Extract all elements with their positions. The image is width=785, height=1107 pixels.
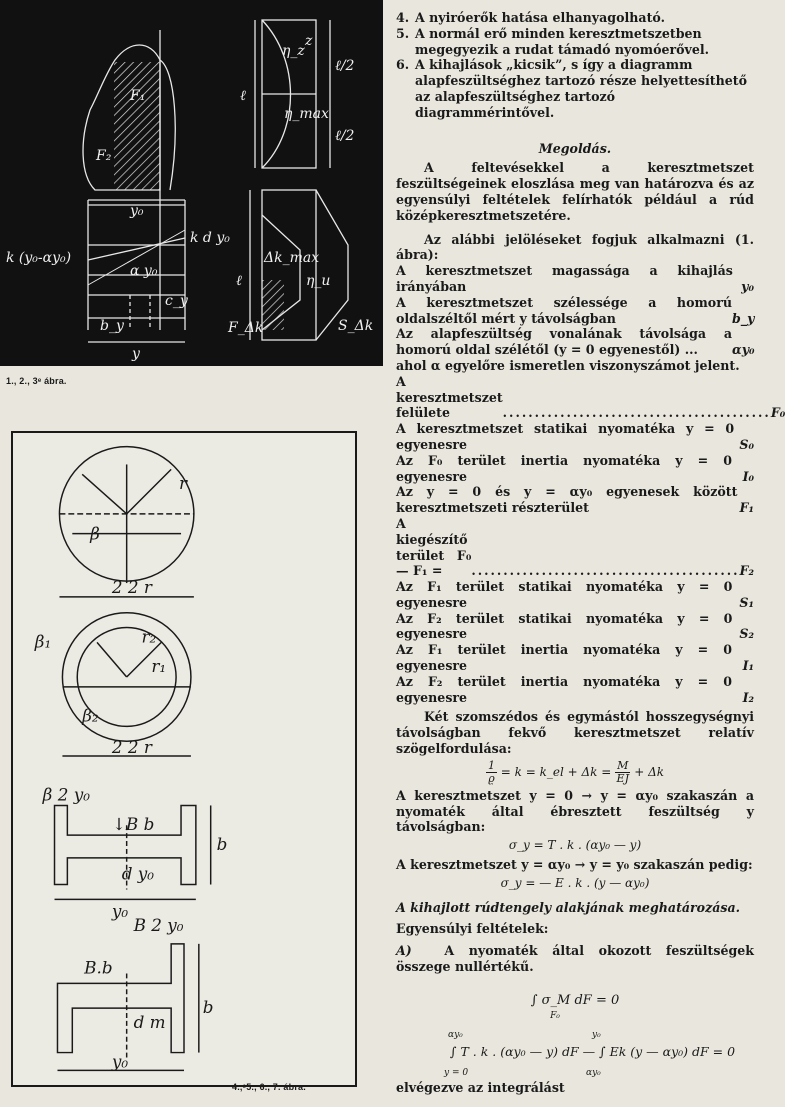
eq5-l2-bot: αy₀ (586, 1068, 601, 1079)
label-Bb: ↓B b (111, 814, 155, 835)
notation-symbol: S₂ (739, 626, 754, 642)
label-eta-z: η_z (282, 43, 305, 59)
paragraph-2: Az alábbi jelöléseket fogjuk alkalmazni (1. ábra): (396, 231, 754, 263)
figure-4-7-drawing (13, 433, 355, 1085)
notation-symbol: b_y (732, 310, 755, 326)
paragraph-4: A keresztmetszet y = 0 → y = αy₀ szakaszán a nyomaték által ébresztett feszültség y távolságban: (396, 787, 754, 835)
label-l-top: ℓ (240, 88, 246, 104)
label-F2: F₂ (96, 148, 112, 164)
label-delta-k-max: Δk_max (264, 250, 320, 266)
equation-2: σ_y = T . k . (αy₀ — y) (508, 838, 642, 853)
notation-row (396, 642, 754, 674)
notation-text: A keresztmetszet statikai nyomatéka y = 0 egyenesre (396, 421, 735, 452)
condition-5-num: 5. (396, 25, 410, 41)
label-b-fig7: b (202, 997, 214, 1018)
notation-text: ahol α egyelőre ismeretlen viszonyszámot jelent. (396, 357, 740, 373)
eq5-l2-top: y₀ (592, 1030, 601, 1041)
eq5-l1-bot: y = 0 (444, 1068, 469, 1079)
heading-shape: A kihajlott rúdtengely alakjának meghatározása. (396, 899, 741, 915)
notation-symbol: S₁ (739, 594, 754, 610)
label-b-y: b_y (100, 318, 124, 334)
equation-4 (396, 993, 754, 1025)
notation-symbol: αy₀ (732, 342, 755, 358)
label-l-half-bot: ℓ/2 (335, 128, 355, 144)
label-dy0: d y₀ (121, 863, 155, 884)
label-F1: F₁ (130, 88, 146, 104)
label-y0-fig7: y₀ (111, 1051, 129, 1072)
condition-4 (396, 10, 754, 26)
notation-text: A keresztmetszet szélessége a homorú oldalszéltől mért y távolságban (396, 294, 732, 326)
equation-3: σ_y = — E . k . (y — αy₀) (500, 875, 650, 890)
condition-4-text: A nyiróerők hatása elhanyagolható. (415, 10, 665, 25)
label-k-dy0: k d y₀ (190, 230, 230, 246)
label-2r-ring: 2 2 r (111, 737, 152, 758)
notation-row (396, 326, 754, 358)
notation-row (396, 358, 754, 374)
condition-A-label: A) (396, 943, 412, 959)
figure-1-2-3 (0, 0, 383, 366)
condition-6 (396, 57, 754, 120)
notation-text: Az F₂ terület inertia nyomatéka y = 0 egyenesre (396, 673, 733, 705)
paragraph-3: Két szomszédos és egymástól hosszegységnyi távolságban fekvő keresztmetszet relatív szögelfordulása: (396, 709, 754, 757)
notation-text: Az alapfeszültség vonalának távolsága a homorú oldal szélétől (y = 0 egyenestől) ... (396, 326, 732, 358)
figure-1-2-3-drawing (0, 0, 383, 366)
notation-symbol: y₀ (741, 278, 754, 294)
label-z: z (305, 33, 313, 49)
label-dm: d m (133, 1011, 166, 1032)
text-column (396, 10, 785, 1096)
notation-dots: .......................................... (471, 563, 740, 579)
figure-4-7 (11, 431, 357, 1087)
eq1-frac-den: EJ (616, 771, 629, 785)
notation-text: Az F₁ terület statikai nyomatéka y = 0 egyenesre (396, 579, 733, 610)
eq1-lhs-den: ϱ (488, 771, 495, 785)
label-y0: y₀ (130, 203, 144, 219)
notation-dots: .......................................... (502, 405, 771, 421)
notation-text: Az y = 0 és y = αy₀ egyenesek között keresztmetszeti részterület (396, 484, 738, 516)
label-y0-fig6: y₀ (111, 901, 129, 922)
label-l-bot: ℓ (236, 273, 242, 289)
eq1-fraction (615, 760, 630, 785)
notation-text: A keresztmetszet magassága a kihajlás irányában (396, 263, 733, 294)
eq1-lhs-fraction (486, 760, 497, 785)
notation-row (396, 516, 754, 579)
label-F-dk: F_Δk (228, 320, 264, 336)
condition-A (396, 943, 754, 975)
notation-row (396, 373, 785, 421)
label-y: y (132, 346, 140, 362)
notation-row (396, 295, 754, 327)
label-c-y: c_y (165, 293, 188, 309)
eq5-l1-top: αy₀ (448, 1030, 463, 1041)
label-beta1: β₁ (34, 631, 52, 652)
eq1-lhs-num: 1 (487, 758, 495, 772)
notation-symbol: F₀ (770, 405, 785, 421)
last-line: elvégezve az integrálást (396, 1080, 565, 1096)
equation-1 (396, 760, 754, 785)
caption-bottom-figure: 4.,ᵉ5., 6., 7. ábra. (232, 1082, 306, 1092)
notation-symbol: F₂ (739, 563, 754, 579)
notation-symbol: S₀ (739, 436, 754, 452)
notation-text: Az F₂ terület statikai nyomatéka y = 0 egyenesre (396, 610, 733, 642)
condition-5 (396, 26, 754, 58)
notation-text: A kiegészítő terület F₀ — F₁ = (396, 515, 472, 579)
label-r2: r₂ (141, 626, 157, 647)
notation-text: Az F₁ terület inertia nyomatéka y = 0 egyenesre (396, 642, 733, 674)
notation-list (396, 263, 785, 705)
label-2r: 2 2 r (111, 576, 152, 597)
notation-text: Az F₀ terület inertia nyomatéka y = 0 egyenesre (396, 452, 733, 484)
notation-symbol: I₂ (742, 689, 754, 705)
condition-6-text: A kihajlások „kicsik”, s így a diagramm alapfeszültséghez tartozó része helyettesíthető az alapfeszültséghez tartozó diagrammérintővel. (415, 57, 748, 120)
label-l-half-top: ℓ/2 (335, 58, 355, 74)
label-beta: β (90, 523, 100, 544)
label-2beta-y0: β 2 y₀ (42, 784, 90, 805)
notation-symbol: I₀ (742, 468, 754, 484)
label-k-y0-ay0: k (y₀-αy₀) (6, 250, 72, 266)
notation-row (396, 263, 754, 295)
label-eta-max: η_max (284, 106, 329, 122)
eq1-frac-num: M (617, 758, 629, 772)
eq4-sub: F₀ (550, 1010, 560, 1021)
notation-symbol: I₁ (742, 658, 754, 674)
label-a-y0: α y₀ (130, 263, 158, 279)
paragraph-5: A keresztmetszet y = αy₀ → y = y₀ szakaszán pedig: (396, 857, 753, 873)
equilibrium-label: Egyensúlyi feltételek: (396, 921, 549, 937)
label-b-fig6: b (216, 833, 228, 854)
notation-symbol: F₁ (739, 500, 754, 516)
paragraph-1: A feltevésekkel a keresztmetszet feszültségeinek eloszlása meg van határozva és az egyensúlyi feltételek felírhatók például a rúd középkeresztmetszetére. (396, 160, 754, 223)
condition-4-num: 4. (396, 10, 410, 25)
condition-A-text: A nyomaték által okozott feszültségek összege nullértékű. (396, 943, 755, 975)
label-r1: r₁ (151, 656, 167, 677)
label-beta2: β₂ (82, 705, 99, 726)
notation-row (396, 421, 754, 453)
label-Bb2: B.b (84, 957, 113, 978)
notation-text: A keresztmetszet felülete (396, 373, 503, 421)
label-r: r (179, 473, 188, 494)
label-S-dk: S_Δk (338, 318, 374, 334)
label-eta-u: η_u (306, 273, 331, 289)
eq1-tail: + Δk (634, 764, 665, 779)
heading-solution: Megoldás. (538, 140, 612, 156)
condition-5-text: A normál erő minden keresztmetszetben megegyezik a rudat támadó nyomóerővel. (415, 25, 710, 57)
notation-row (396, 484, 754, 516)
notation-row (396, 453, 754, 485)
label-b2-y0: B 2 y₀ (133, 914, 184, 935)
eq5-body: ∫ T . k . (αy₀ — y) dF — ∫ Ek (y — αy₀) dF = 0 (450, 1044, 736, 1060)
equation-5 (396, 1030, 754, 1079)
eq4-body: ∫ σ_M dF = 0 (530, 992, 620, 1008)
eq1-mid: = k = k_el + Δk = (500, 764, 612, 779)
notation-row (396, 674, 754, 706)
condition-6-num: 6. (396, 57, 410, 73)
caption-top-figure: 1., 2., 3ᵉ ábra. (6, 376, 67, 386)
notation-row (396, 611, 754, 643)
notation-row (396, 579, 754, 611)
